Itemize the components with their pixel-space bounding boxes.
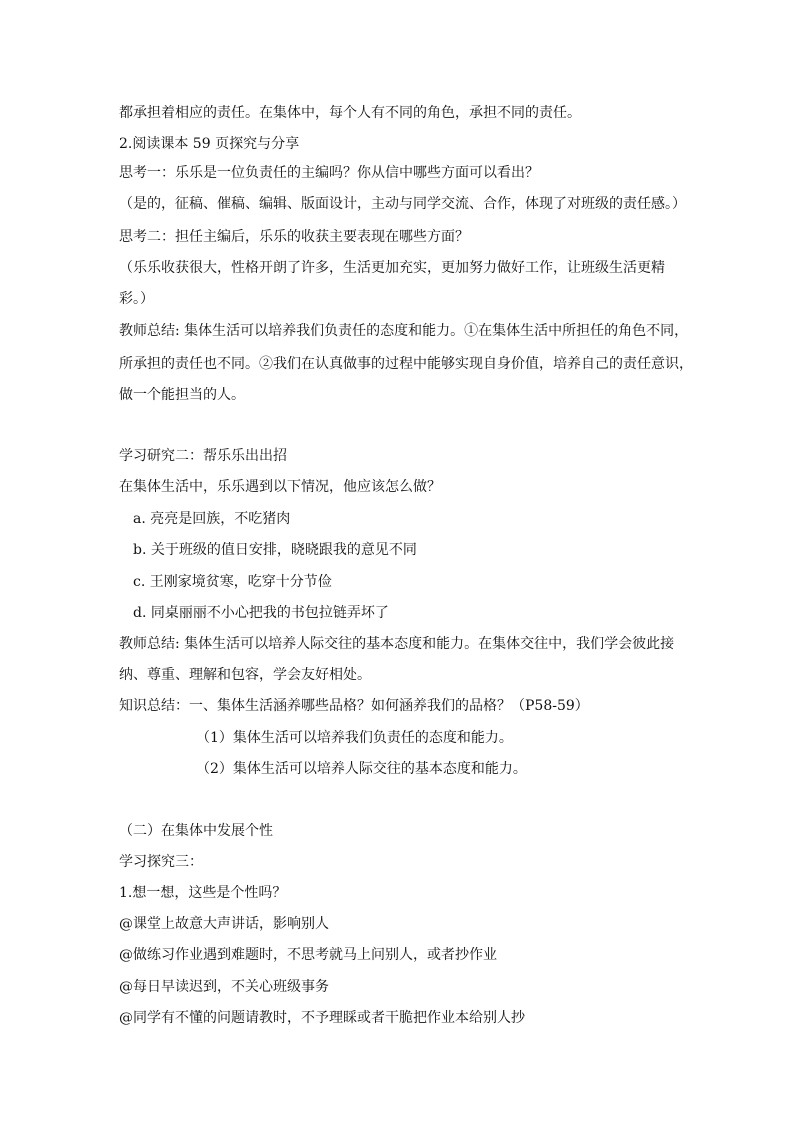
teacher-summary-line: 教师总结: 集体生活可以培养我们负责任的态度和能力。①在集体生活中所担任的角色不同， — [119, 323, 689, 339]
list-item: @课堂上故意大声讲话，影响别人 — [119, 916, 329, 932]
list-item: b. 关于班级的值日安排，晓晓跟我的意见不同 — [133, 542, 417, 558]
answer-line: （是的，征稿、催稿、编辑、版面设计，主动与同学交流、合作，体现了对班级的责任感。） — [119, 196, 686, 212]
section-heading: 2.阅读课本 59 页探究与分享 — [119, 136, 300, 152]
section-heading: （二）在集体中发展个性 — [119, 823, 273, 839]
list-item: c. 王刚家境贫寒，吃穿十分节俭 — [133, 574, 332, 590]
list-item: a. 亮亮是回族，不吃猪肉 — [133, 511, 291, 527]
question-line: 思考二：担任主编后，乐乐的收获主要表现在哪些方面？ — [119, 229, 469, 245]
teacher-summary-line: 所承担的责任也不同。②我们在认真做事的过程中能够实现自身价值，培养自己的责任意识， — [119, 356, 693, 372]
teacher-summary-line: 做一个能担当的人。 — [119, 387, 245, 403]
question-line: 1.想一想，这些是个性吗？ — [119, 885, 287, 901]
question-line: 思考一：乐乐是一位负责任的主编吗？你从信中哪些方面可以看出？ — [119, 165, 539, 181]
section-heading: 学习探究三： — [119, 854, 203, 870]
teacher-summary-line: 教师总结: 集体生活可以培养人际交往的基本态度和能力。在集体交往中，我们学会彼此接 — [119, 636, 675, 652]
paragraph-line: 在集体生活中，乐乐遇到以下情况，他应该怎么做？ — [119, 479, 441, 495]
list-item: @同学有不懂的问题请教时，不予理睬或者干脆把作业本给别人抄 — [119, 1010, 525, 1026]
section-heading: 学习研究二：帮乐乐出出招 — [119, 448, 287, 464]
knowledge-summary-line: 知识总结：一、集体生活涵养哪些品格？如何涵养我们的品格？（P58-59） — [119, 698, 589, 714]
answer-line: 彩。） — [119, 291, 154, 307]
list-item: d. 同桌丽丽不小心把我的书包拉链弄坏了 — [133, 605, 389, 621]
knowledge-summary-item: （1）集体生活可以培养我们负责任的态度和能力。 — [196, 730, 513, 746]
paragraph-line: 都承担着相应的责任。在集体中，每个人有不同的角色，承担不同的责任。 — [119, 105, 581, 121]
list-item: @做练习作业遇到难题时，不思考就马上问别人，或者抄作业 — [119, 947, 497, 963]
knowledge-summary-item: （2）集体生活可以培养人际交往的基本态度和能力。 — [196, 761, 527, 777]
list-item: @每日早读迟到，不关心班级事务 — [119, 979, 329, 995]
answer-line: （乐乐收获很大，性格开朗了许多，生活更加充实，更加努力做好工作，让班级生活更精 — [119, 260, 665, 276]
teacher-summary-line: 纳、尊重、理解和包容，学会友好相处。 — [119, 667, 371, 683]
